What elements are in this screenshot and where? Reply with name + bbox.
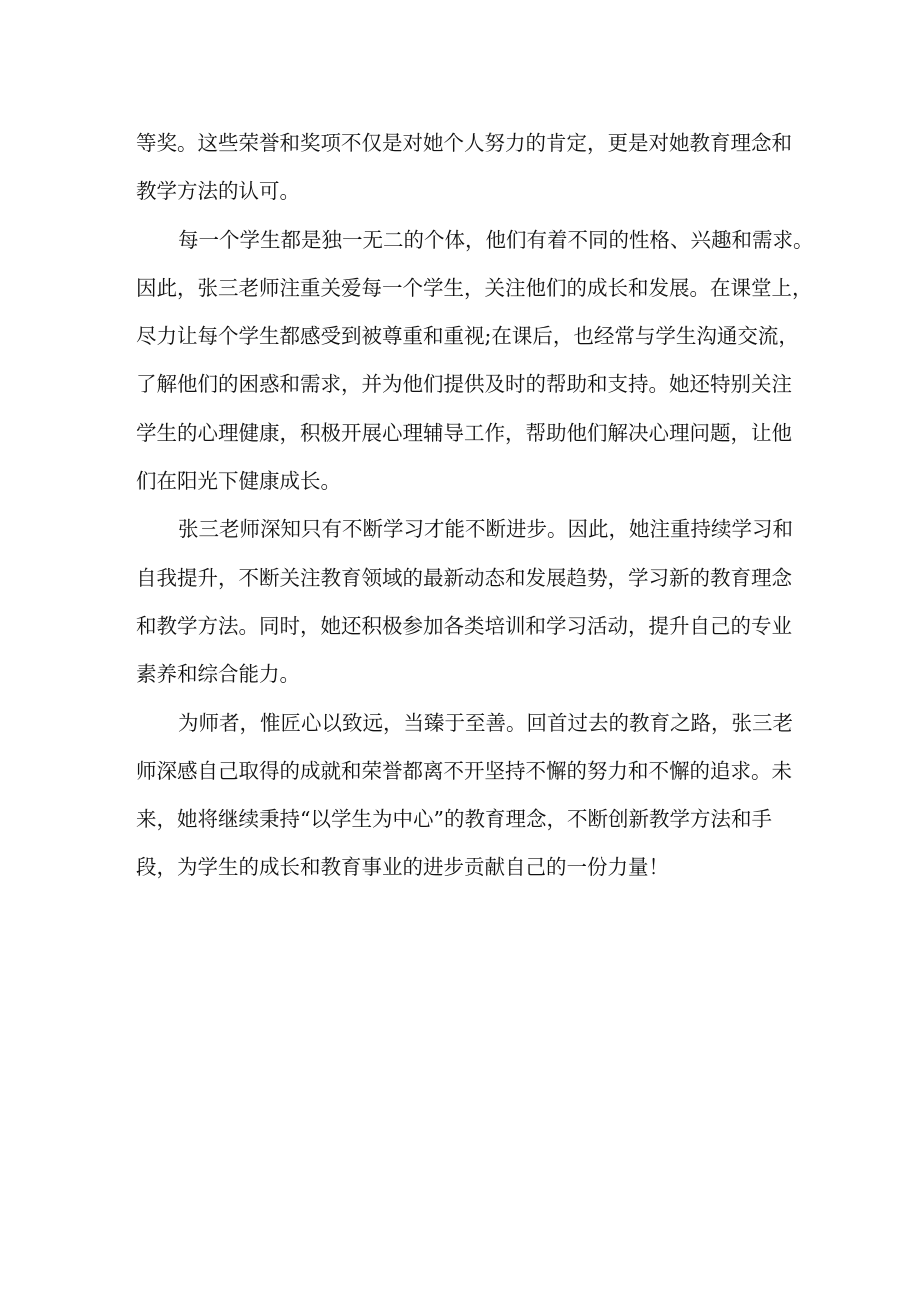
text-line: 学生的心理健康，积极开展心理辅导工作，帮助他们解决心理问题，让他 xyxy=(136,420,792,445)
paragraph-honors-continued xyxy=(136,119,796,216)
text-line: 来，她将继续秉持“以学生为中心”的教育理念，不断创新教学方法和手 xyxy=(136,807,772,832)
text-line: 等奖。这些荣誉和奖项不仅是对她个人努力的肯定，更是对她教育理念和 xyxy=(136,131,792,155)
text-line: 了解他们的困惑和需求，并为他们提供及时的帮助和支持。她还特别关注 xyxy=(136,372,792,397)
paragraph-continuous-learning xyxy=(136,505,796,698)
text-line: 因此，张三老师注重关爱每一个学生，关注他们的成长和发展。在课堂上， xyxy=(136,275,813,300)
text-line: 自我提升，不断关注教育领域的最新动态和发展趋势，学习新的教育理念 xyxy=(136,565,792,590)
text-line: 师深感自己取得的成就和荣誉都离不开坚持不懈的努力和不懈的追求。未 xyxy=(136,758,792,783)
text-line: 教学方法的认可。 xyxy=(136,179,300,204)
paragraph-conclusion xyxy=(136,699,796,892)
text-line: 张三老师深知只有不断学习才能不断进步。因此，她注重持续学习和 xyxy=(178,517,793,542)
text-line: 为师者，惟匠心以致远，当臻于至善。回首过去的教育之路，张三老 xyxy=(178,710,793,735)
text-line: 们在阳光下健康成长。 xyxy=(136,469,341,494)
text-line: 段，为学生的成长和教育事业的进步贡献自己的一份力量！ xyxy=(136,855,669,880)
text-line: 素养和综合能力。 xyxy=(136,662,300,687)
paragraph-caring-for-students xyxy=(136,216,814,506)
text-line: 每一个学生都是独一无二的个体，他们有着不同的性格、兴趣和需求。 xyxy=(178,227,814,252)
document-body xyxy=(136,119,814,892)
text-line: 和教学方法。同时，她还积极参加各类培训和学习活动，提升自己的专业 xyxy=(136,613,792,638)
text-line: 尽力让每个学生都感受到被尊重和重视;在课后，也经常与学生沟通交流， xyxy=(136,324,799,349)
